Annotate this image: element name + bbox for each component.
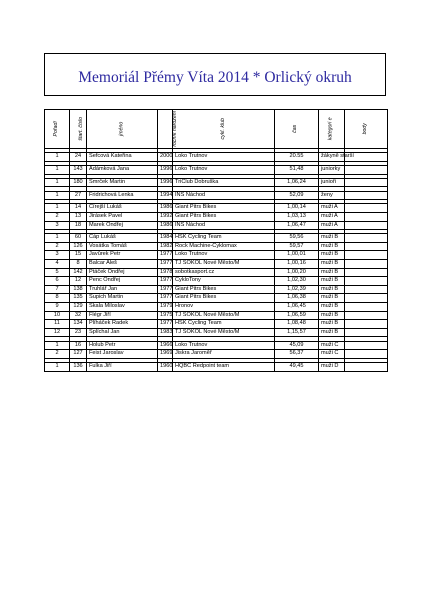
cell-poradi: 1 bbox=[45, 362, 70, 371]
cell-cislo: 8 bbox=[70, 260, 87, 269]
cell-rocnik: 1986 bbox=[158, 204, 173, 213]
cell-rocnik: 1977 bbox=[158, 320, 173, 329]
cell-poradi: 7 bbox=[45, 285, 70, 294]
cell-body bbox=[345, 277, 388, 286]
header-cas: čas bbox=[275, 110, 319, 149]
cell-poradi: 4 bbox=[45, 260, 70, 269]
cell-kategorie: ženy bbox=[319, 191, 345, 200]
cell-klub: HQBC Redpoint team bbox=[173, 362, 275, 371]
cell-cas: 49,45 bbox=[275, 362, 319, 371]
cell-cas: 1,02,30 bbox=[275, 277, 319, 286]
cell-kategorie: muži C bbox=[319, 341, 345, 350]
cell-body bbox=[345, 311, 388, 320]
cell-rocnik: 1986 bbox=[158, 221, 173, 230]
cell-cislo: 27 bbox=[70, 191, 87, 200]
cell-cislo: 13 bbox=[70, 212, 87, 221]
cell-kategorie: junioři bbox=[319, 178, 345, 187]
cell-cas: 59,56 bbox=[275, 234, 319, 243]
cell-cas: 1,00,16 bbox=[275, 260, 319, 269]
cell-jmeno: Ptáček Ondřej bbox=[87, 268, 158, 277]
cell-klub: Loko Trutnov bbox=[173, 341, 275, 350]
cell-rocnik: 1979 bbox=[158, 303, 173, 312]
cell-cas: 1,03,13 bbox=[275, 212, 319, 221]
cell-cas: 1,00,01 bbox=[275, 251, 319, 260]
cell-body bbox=[345, 251, 388, 260]
cell-jmeno: Čírejší Lukáš bbox=[87, 204, 158, 213]
cell-klub: TJ SOKOL Nové Město/M bbox=[173, 328, 275, 337]
table-row bbox=[45, 165, 388, 174]
cell-cas: 59,57 bbox=[275, 242, 319, 251]
cell-rocnik: 1994 bbox=[158, 191, 173, 200]
cell-kategorie: muži B bbox=[319, 285, 345, 294]
cell-jmeno: Fridrichová Lenka bbox=[87, 191, 158, 200]
cell-jmeno: Jirásek Pavel bbox=[87, 212, 158, 221]
cell-rocnik: 1977 bbox=[158, 277, 173, 286]
cell-kategorie: muži D bbox=[319, 362, 345, 371]
cell-kategorie: muži B bbox=[319, 277, 345, 286]
table-row bbox=[45, 234, 388, 243]
cell-cas: 1,06,24 bbox=[275, 178, 319, 187]
cell-body bbox=[345, 178, 388, 187]
cell-klub: Loko Trutnov bbox=[173, 153, 275, 162]
cell-poradi: 2 bbox=[45, 212, 70, 221]
cell-jmeno: Adámková Jana bbox=[87, 165, 158, 174]
cell-cislo: 127 bbox=[70, 350, 87, 359]
cell-cislo: 32 bbox=[70, 311, 87, 320]
cell-cas: 1,06,59 bbox=[275, 311, 319, 320]
cell-kategorie: muži B bbox=[319, 268, 345, 277]
cell-jmeno: Penc Ondřej bbox=[87, 277, 158, 286]
cell-body bbox=[345, 320, 388, 329]
cell-kategorie: muži B bbox=[319, 260, 345, 269]
cell-body bbox=[345, 204, 388, 213]
cell-cas: 1,06,47 bbox=[275, 221, 319, 230]
cell-poradi: 1 bbox=[45, 165, 70, 174]
cell-kategorie: muži A bbox=[319, 212, 345, 221]
cell-cas: 1,06,45 bbox=[275, 303, 319, 312]
cell-body bbox=[345, 260, 388, 269]
header-body: body bbox=[345, 110, 388, 149]
cell-cas: 20.55 bbox=[275, 153, 319, 162]
cell-body bbox=[345, 212, 388, 221]
cell-cislo: 180 bbox=[70, 178, 87, 187]
cell-cislo: 134 bbox=[70, 320, 87, 329]
cell-cislo: 12 bbox=[70, 277, 87, 286]
header-start-cislo: štart. číslo bbox=[70, 110, 87, 149]
cell-kategorie: žákyně starší bbox=[319, 153, 345, 162]
cell-kategorie: muži B bbox=[319, 328, 345, 337]
table-row bbox=[45, 251, 388, 260]
cell-cislo: 143 bbox=[70, 165, 87, 174]
cell-cislo: 15 bbox=[70, 251, 87, 260]
cell-body bbox=[345, 303, 388, 312]
cell-rocnik: 1977 bbox=[158, 260, 173, 269]
cell-rocnik: 1983 bbox=[158, 328, 173, 337]
results-body bbox=[45, 149, 388, 372]
cell-body bbox=[345, 191, 388, 200]
cell-body bbox=[345, 285, 388, 294]
cell-cas: 1,00,20 bbox=[275, 268, 319, 277]
cell-cas: 56,37 bbox=[275, 350, 319, 359]
cell-poradi: 2 bbox=[45, 242, 70, 251]
cell-klub: Loko Trutnov bbox=[173, 165, 275, 174]
table-row bbox=[45, 311, 388, 320]
cell-klub: Giant Pitrs Bikes bbox=[173, 294, 275, 303]
cell-cas: 1,15,57 bbox=[275, 328, 319, 337]
cell-jmeno: Skala Miloslav bbox=[87, 303, 158, 312]
cell-poradi: 1 bbox=[45, 204, 70, 213]
cell-klub: sobotkasport.cz bbox=[173, 268, 275, 277]
cell-jmeno: Fulka Jiří bbox=[87, 362, 158, 371]
cell-cas: 45,09 bbox=[275, 341, 319, 350]
table-row bbox=[45, 178, 388, 187]
cell-kategorie: muži B bbox=[319, 294, 345, 303]
table-row bbox=[45, 303, 388, 312]
cell-poradi: 1 bbox=[45, 191, 70, 200]
cell-rocnik: 2000 bbox=[158, 153, 173, 162]
table-row bbox=[45, 260, 388, 269]
table-row bbox=[45, 362, 388, 371]
cell-poradi: 3 bbox=[45, 221, 70, 230]
cell-body bbox=[345, 350, 388, 359]
table-row bbox=[45, 268, 388, 277]
cell-cas: 52,09 bbox=[275, 191, 319, 200]
cell-jmeno: Plíháček Radek bbox=[87, 320, 158, 329]
cell-poradi: 8 bbox=[45, 294, 70, 303]
cell-kategorie: muži A bbox=[319, 204, 345, 213]
table-row bbox=[45, 350, 388, 359]
header-jmeno: jméno bbox=[87, 110, 158, 149]
cell-jmeno: Feist Jaroslav bbox=[87, 350, 158, 359]
cell-klub: TriClub Dobruška bbox=[173, 178, 275, 187]
cell-jmeno: Smrček Martin bbox=[87, 178, 158, 187]
header-row bbox=[45, 110, 388, 149]
cell-cislo: 129 bbox=[70, 303, 87, 312]
cell-jmeno: Holub Petr bbox=[87, 341, 158, 350]
cell-kategorie: muži B bbox=[319, 242, 345, 251]
cell-jmeno: Balcar Aleš bbox=[87, 260, 158, 269]
cell-jmeno: Čáp Lukáš bbox=[87, 234, 158, 243]
cell-cislo: 138 bbox=[70, 285, 87, 294]
table-row bbox=[45, 242, 388, 251]
cell-poradi: 12 bbox=[45, 328, 70, 337]
cell-klub: Giant Pitrs Bikes bbox=[173, 285, 275, 294]
cell-cislo: 16 bbox=[70, 341, 87, 350]
cell-rocnik: 1977 bbox=[158, 285, 173, 294]
cell-cislo: 135 bbox=[70, 294, 87, 303]
table-row bbox=[45, 277, 388, 286]
cell-cislo: 136 bbox=[70, 362, 87, 371]
table-row bbox=[45, 328, 388, 337]
cell-jmeno: Splíchal Jan bbox=[87, 328, 158, 337]
cell-poradi: 9 bbox=[45, 303, 70, 312]
cell-cas: 51,48 bbox=[275, 165, 319, 174]
table-row bbox=[45, 191, 388, 200]
cell-cas: 1,08,48 bbox=[275, 320, 319, 329]
cell-rocnik: 1969 bbox=[158, 350, 173, 359]
cell-poradi: 2 bbox=[45, 350, 70, 359]
cell-klub: Loko Trutnov bbox=[173, 251, 275, 260]
cell-rocnik: 1977 bbox=[158, 294, 173, 303]
cell-body bbox=[345, 165, 388, 174]
title-box bbox=[44, 53, 386, 96]
cell-klub: TJ SOKOL Nové Město/M bbox=[173, 311, 275, 320]
cell-klub: HSK Cycling Team bbox=[173, 234, 275, 243]
cell-body bbox=[345, 234, 388, 243]
cell-jmeno: Flégr Jiří bbox=[87, 311, 158, 320]
cell-cislo: 23 bbox=[70, 328, 87, 337]
cell-body bbox=[345, 362, 388, 371]
table-row bbox=[45, 320, 388, 329]
cell-klub: HSK Cycling Team bbox=[173, 320, 275, 329]
cell-poradi: 1 bbox=[45, 178, 70, 187]
cell-rocnik: 1996 bbox=[158, 178, 173, 187]
cell-cislo: 14 bbox=[70, 204, 87, 213]
cell-rocnik: 1960 bbox=[158, 362, 173, 371]
cell-klub: Rock Machine-Cyklomax bbox=[173, 242, 275, 251]
header-poradi: Pořadí bbox=[45, 110, 70, 149]
cell-klub: CykloTony bbox=[173, 277, 275, 286]
cell-cislo: 24 bbox=[70, 153, 87, 162]
header-kategorie: kategori e bbox=[319, 110, 345, 149]
cell-rocnik: 1978 bbox=[158, 268, 173, 277]
cell-kategorie: muži C bbox=[319, 350, 345, 359]
header-rocnik: ročník narození bbox=[158, 110, 173, 149]
cell-klub: TJ SOKOL Nové Město/M bbox=[173, 260, 275, 269]
cell-rocnik: 1992 bbox=[158, 212, 173, 221]
table-row bbox=[45, 294, 388, 303]
cell-rocnik: 1975 bbox=[158, 311, 173, 320]
cell-klub: Giant Pitrs Bikes bbox=[173, 204, 275, 213]
cell-kategorie: muži A bbox=[319, 221, 345, 230]
cell-jmeno: Truhlář Jan bbox=[87, 285, 158, 294]
cell-cislo: 18 bbox=[70, 221, 87, 230]
table-row bbox=[45, 285, 388, 294]
cell-cas: 1,06,38 bbox=[275, 294, 319, 303]
cell-jmeno: Vosátka Tomáš bbox=[87, 242, 158, 251]
cell-poradi: 3 bbox=[45, 251, 70, 260]
cell-cislo: 60 bbox=[70, 234, 87, 243]
cell-body bbox=[345, 328, 388, 337]
cell-body bbox=[345, 268, 388, 277]
cell-poradi: 1 bbox=[45, 153, 70, 162]
cell-poradi: 6 bbox=[45, 277, 70, 286]
cell-kategorie: muži B bbox=[319, 234, 345, 243]
table-row bbox=[45, 221, 388, 230]
cell-klub: INS Náchod bbox=[173, 191, 275, 200]
cell-jmeno: Javůrek Petr bbox=[87, 251, 158, 260]
cell-cas: 1,00,14 bbox=[275, 204, 319, 213]
results-table bbox=[44, 109, 388, 372]
cell-kategorie: juniorky bbox=[319, 165, 345, 174]
cell-rocnik: 1966 bbox=[158, 341, 173, 350]
table-row bbox=[45, 204, 388, 213]
table-row bbox=[45, 341, 388, 350]
header-klub: cykl. klub bbox=[173, 110, 275, 149]
cell-body bbox=[345, 341, 388, 350]
table-row bbox=[45, 153, 388, 162]
cell-rocnik: 1996 bbox=[158, 165, 173, 174]
cell-rocnik: 1982 bbox=[158, 242, 173, 251]
table-row bbox=[45, 212, 388, 221]
cell-jmeno: Marek Ondřej bbox=[87, 221, 158, 230]
cell-kategorie: muži B bbox=[319, 320, 345, 329]
cell-cislo: 126 bbox=[70, 242, 87, 251]
cell-rocnik: 1984 bbox=[158, 234, 173, 243]
cell-klub: Jiskra Jaroměř bbox=[173, 350, 275, 359]
page-title: Memoriál Přémy Víta 2014 * Orlický okruh bbox=[78, 68, 352, 86]
cell-klub: Hronov bbox=[173, 303, 275, 312]
cell-poradi: 1 bbox=[45, 234, 70, 243]
cell-kategorie: muži B bbox=[319, 311, 345, 320]
cell-cas: 1,02,39 bbox=[275, 285, 319, 294]
cell-poradi: 11 bbox=[45, 320, 70, 329]
cell-poradi: 1 bbox=[45, 341, 70, 350]
cell-poradi: 10 bbox=[45, 311, 70, 320]
cell-poradi: 5 bbox=[45, 268, 70, 277]
cell-jmeno: Šefcová Kateřina bbox=[87, 153, 158, 162]
cell-rocnik: 1977 bbox=[158, 251, 173, 260]
cell-cislo: 142 bbox=[70, 268, 87, 277]
cell-jmeno: Šupich Martin bbox=[87, 294, 158, 303]
cell-klub: Giant Pitrs Bikes bbox=[173, 212, 275, 221]
cell-kategorie: muži B bbox=[319, 251, 345, 260]
cell-body bbox=[345, 294, 388, 303]
cell-body bbox=[345, 221, 388, 230]
cell-body bbox=[345, 242, 388, 251]
cell-klub: INS Náchod bbox=[173, 221, 275, 230]
cell-kategorie: muži B bbox=[319, 303, 345, 312]
